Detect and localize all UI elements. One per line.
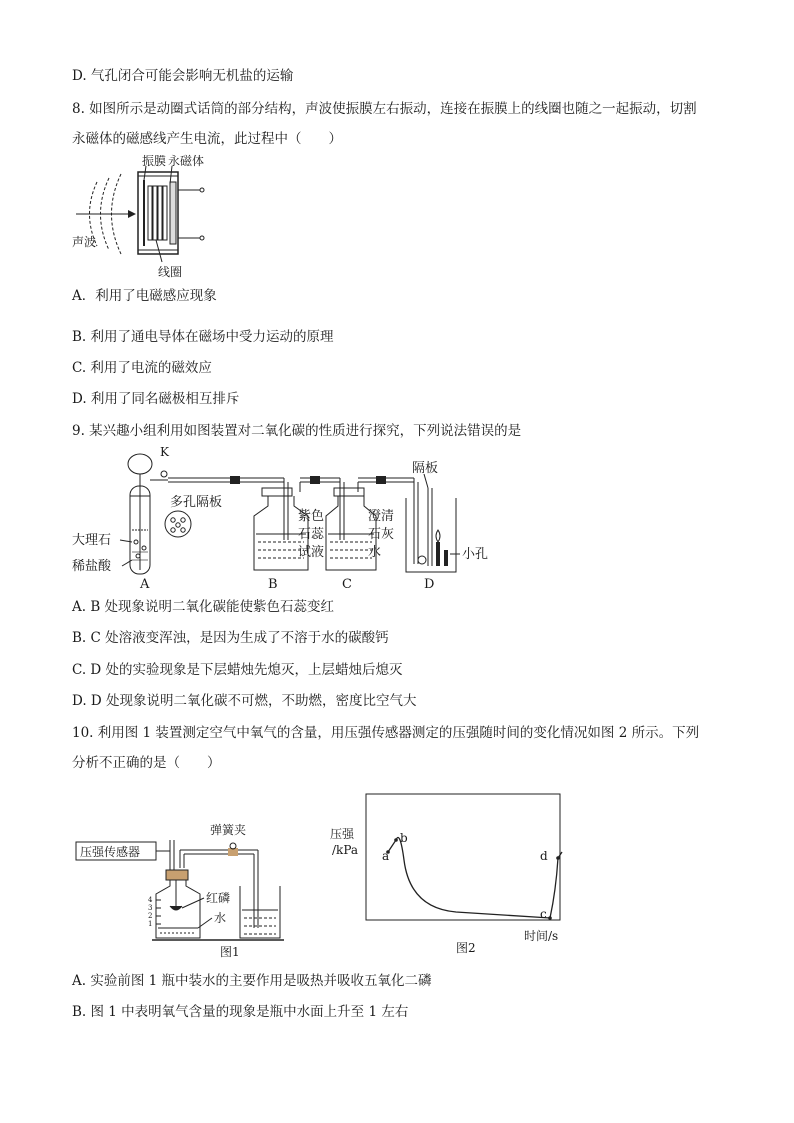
q10-stem-line1: 10. 利用图 1 装置测定空气中氧气的含量，用压强传感器测定的压强随时间的变化情况如图 2 所示。下列	[72, 725, 700, 741]
q7-option-d: D. 气孔闭合可能会影响无机盐的运输	[72, 68, 294, 84]
pressure-time-figure2	[326, 790, 576, 960]
label-limewater-3: 水	[368, 545, 382, 560]
q9-option-c: C. D 处的实验现象是下层蜡烛先熄灭，上层蜡烛后熄灭	[72, 662, 403, 678]
scale-4: 4	[148, 896, 153, 904]
scale-3: 3	[148, 904, 153, 912]
label-litmus-2: 石蕊	[298, 527, 325, 542]
label-b: B	[268, 577, 278, 592]
label-coil: 线圈	[158, 265, 183, 279]
scale-2: 2	[148, 912, 153, 920]
label-red-phosphorus: 红磷	[206, 891, 231, 905]
xlabel-time: 时间/s	[524, 929, 559, 943]
label-porous-plate: 多孔隔板	[170, 495, 223, 510]
figure2-caption: 图2	[456, 941, 476, 955]
label-limewater-1: 澄清	[368, 509, 395, 524]
q8-option-d: D. 利用了同名磁极相互排斥	[72, 391, 240, 407]
ylabel-pressure: 压强	[330, 827, 355, 841]
q8-option-b: B. 利用了通电导体在磁场中受力运动的原理	[72, 329, 334, 345]
label-limewater-2: 石灰	[368, 527, 395, 542]
label-sound-wave: 声波	[72, 235, 97, 249]
q9-option-d: D. D 处现象说明二氧化碳不可燃，不助燃，密度比空气大	[72, 693, 417, 709]
label-d: D	[424, 577, 435, 592]
q10-option-b: B. 图 1 中表明氧气含量的现象是瓶中水面上升至 1 左右	[72, 1004, 409, 1020]
q8-stem-line2: 永磁体的磁感线产生电流，此过程中（ ）	[72, 131, 342, 147]
point-d: d	[540, 849, 548, 863]
label-dilute-hcl: 稀盐酸	[72, 559, 112, 574]
label-spring-clip: 弹簧夹	[210, 823, 247, 837]
q8-option-a: A．利用了电磁感应现象	[72, 288, 217, 304]
microphone-diagram	[72, 152, 222, 280]
q8-stem-line1: 8. 如图所示是动圈式话筒的部分结构，声波使振膜左右振动，连接在振膜上的线圈也随之一起振动，切割	[72, 101, 697, 117]
q9-option-a: A. B 处现象说明二氧化碳能使紫色石蕊变红	[72, 599, 335, 615]
q10-stem-line2: 分析不正确的是（ ）	[72, 755, 221, 771]
oxygen-apparatus-figure1	[72, 820, 292, 960]
point-a: a	[382, 849, 390, 863]
q9-stem: 9. 某兴趣小组利用如图装置对二氧化碳的性质进行探究，下列说法错误的是	[72, 423, 522, 439]
label-marble: 大理石	[72, 533, 112, 548]
co2-apparatus-diagram	[72, 444, 502, 594]
scale-1: 1	[148, 920, 153, 928]
label-c: C	[342, 577, 352, 592]
label-a: A	[140, 577, 150, 592]
figure1-caption: 图1	[220, 945, 240, 959]
label-litmus-3: 试液	[298, 545, 325, 560]
label-small-hole: 小孔	[462, 547, 489, 562]
label-litmus-1: 紫色	[298, 509, 325, 524]
label-partition: 隔板	[412, 461, 439, 476]
label-pressure-sensor: 压强传感器	[80, 845, 141, 859]
q8-option-c: C. 利用了电流的磁效应	[72, 360, 212, 376]
point-b: b	[400, 831, 408, 845]
q10-option-a: A. 实验前图 1 瓶中装水的主要作用是吸热并吸收五氧化二磷	[72, 973, 432, 989]
point-c: c	[540, 907, 547, 921]
label-k: K	[160, 445, 169, 459]
label-diaphragm: 振膜	[142, 154, 167, 168]
label-water: 水	[214, 911, 227, 925]
ylabel-unit: /kPa	[332, 843, 359, 857]
label-magnet: 永磁体	[168, 154, 205, 168]
q9-option-b: B. C 处溶液变浑浊，是因为生成了不溶于水的碳酸钙	[72, 630, 389, 646]
